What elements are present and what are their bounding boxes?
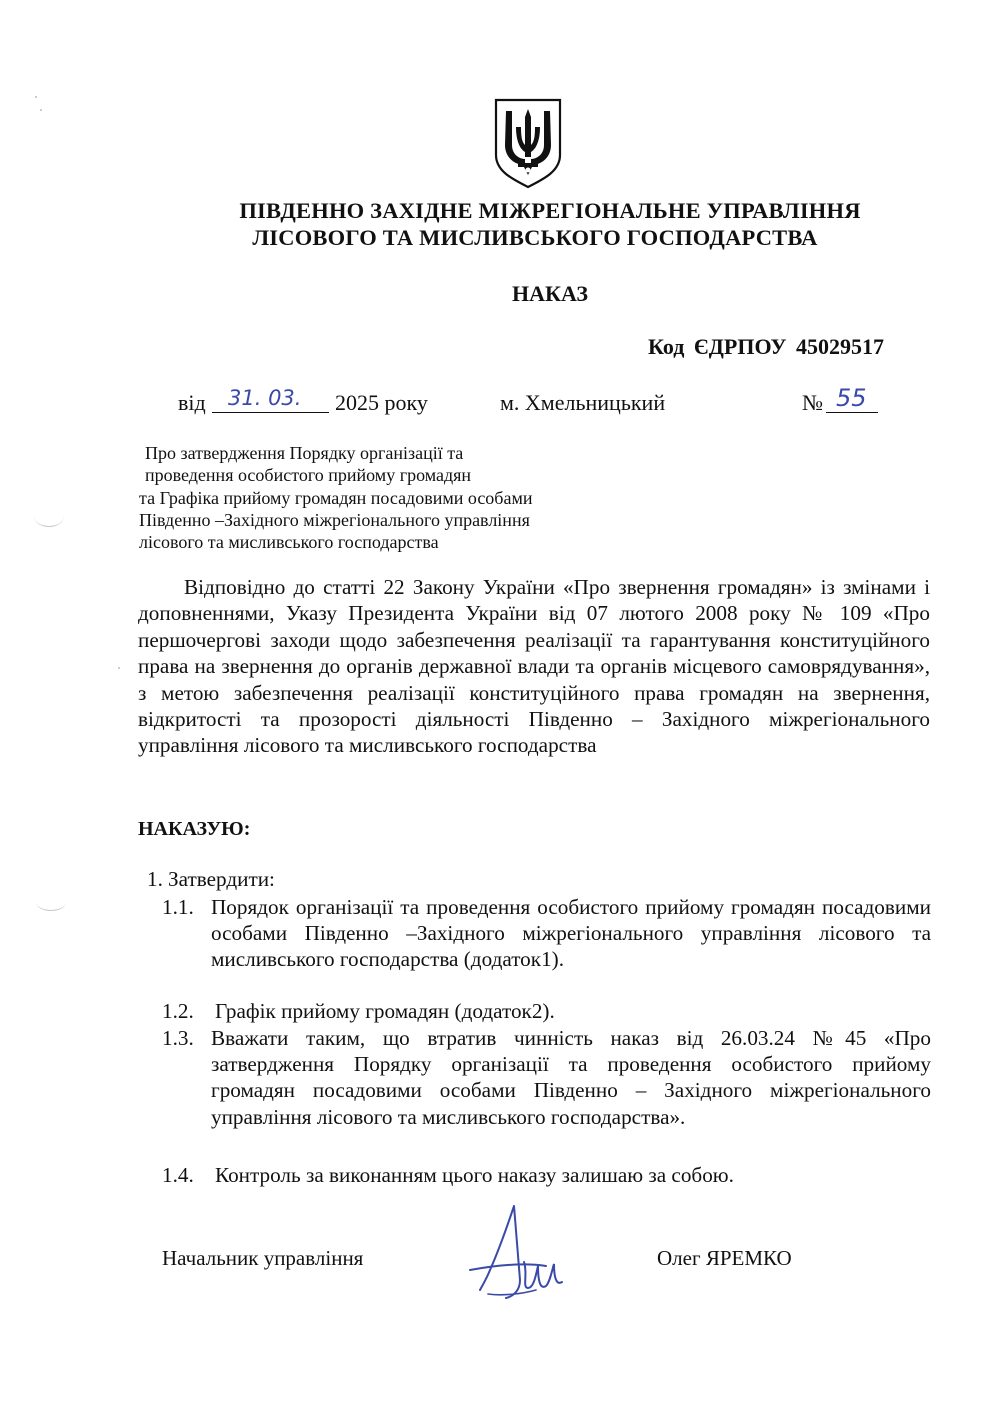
number-prefix: № — [802, 390, 823, 415]
signatory-position: Начальник управління — [162, 1246, 364, 1270]
subject-line: Південно –Західного міжрегіонального управління — [139, 509, 530, 530]
item-text: Контроль за виконанням цього наказу залишаю за собою. — [215, 1163, 734, 1187]
item-number: 1.1. — [162, 895, 194, 919]
subject-line: лісового та мисливського господарства — [139, 532, 439, 553]
item-number: 1.3. — [162, 1026, 194, 1050]
hole-punch-mark — [36, 894, 66, 911]
signatory-name: Олег ЯРЕМКО — [657, 1246, 792, 1270]
organization-name-line-1: ПІВДЕННО ЗАХІДНЕ МІЖРЕГІОНАЛЬНЕ УПРАВЛІННЯ — [239, 198, 861, 223]
order-year: 2025 року — [335, 390, 428, 415]
item-text: Вважати таким, що втратив чинність наказ від 26.03.24 №45 «Про затвердження Порядку організації та проведення особистого прийому громадян посадовими особами Південно – Західного міжрегіонального управління лісового та мисливського господарства». — [211, 1026, 931, 1129]
hole-punch-mark — [34, 506, 64, 527]
order-word: НАКАЗУЮ: — [138, 818, 251, 840]
item-number: 1. — [147, 867, 163, 891]
edrpou-code: Код ЄДРПОУ 45029517 — [648, 334, 884, 359]
order-city: м. Хмельницький — [500, 390, 666, 415]
document-type-title: НАКАЗ — [512, 281, 588, 306]
scan-speck — [35, 96, 37, 98]
item-text: Порядок організації та проведення особистого прийому громадян посадовими особами Південно –Західного міжрегіонального управління лісового та мисливського господарства (додаток1). — [211, 895, 931, 972]
organization-name-line-2: ЛІСОВОГО ТА МИСЛИВСЬКОГО ГОСПОДАРСТВА — [252, 225, 818, 250]
item-text: Затвердити: — [168, 867, 275, 891]
subject-line: та Графіка прийому громадян посадовими особами — [139, 487, 533, 508]
preamble-text: Відповідно до статті 22 Закону України «Про звернення громадян» із змінами і доповненнями, Указу Президента України від 07 лютого 2008 року № 109 «Про першочергові заходи щодо забезпечення реалізації та гарантування конституційного права на звернення до органів державної влади та органів місцевого самоврядування», з метою забезпечення реалізації конституційного права громадян на звернення, відкритості та прозорості діяльності Південно – Західного міжрегіонального управління лісового та мисливського господарства — [138, 575, 930, 758]
scan-speck — [118, 667, 120, 669]
item-number: 1.4. — [162, 1163, 194, 1187]
handwritten-number: 55 — [836, 384, 867, 412]
subject-line: Про затвердження Порядку організації та — [145, 443, 464, 463]
handwritten-signature-icon — [462, 1200, 572, 1310]
handwritten-date: 31. 03. — [228, 386, 302, 410]
date-prefix: від — [178, 390, 206, 415]
item-text: Графік прийому громадян (додаток2). — [215, 999, 555, 1023]
subject-line: проведення особистого прийому громадян — [145, 465, 472, 486]
scan-speck — [40, 109, 42, 111]
item-number: 1.2. — [162, 999, 194, 1023]
